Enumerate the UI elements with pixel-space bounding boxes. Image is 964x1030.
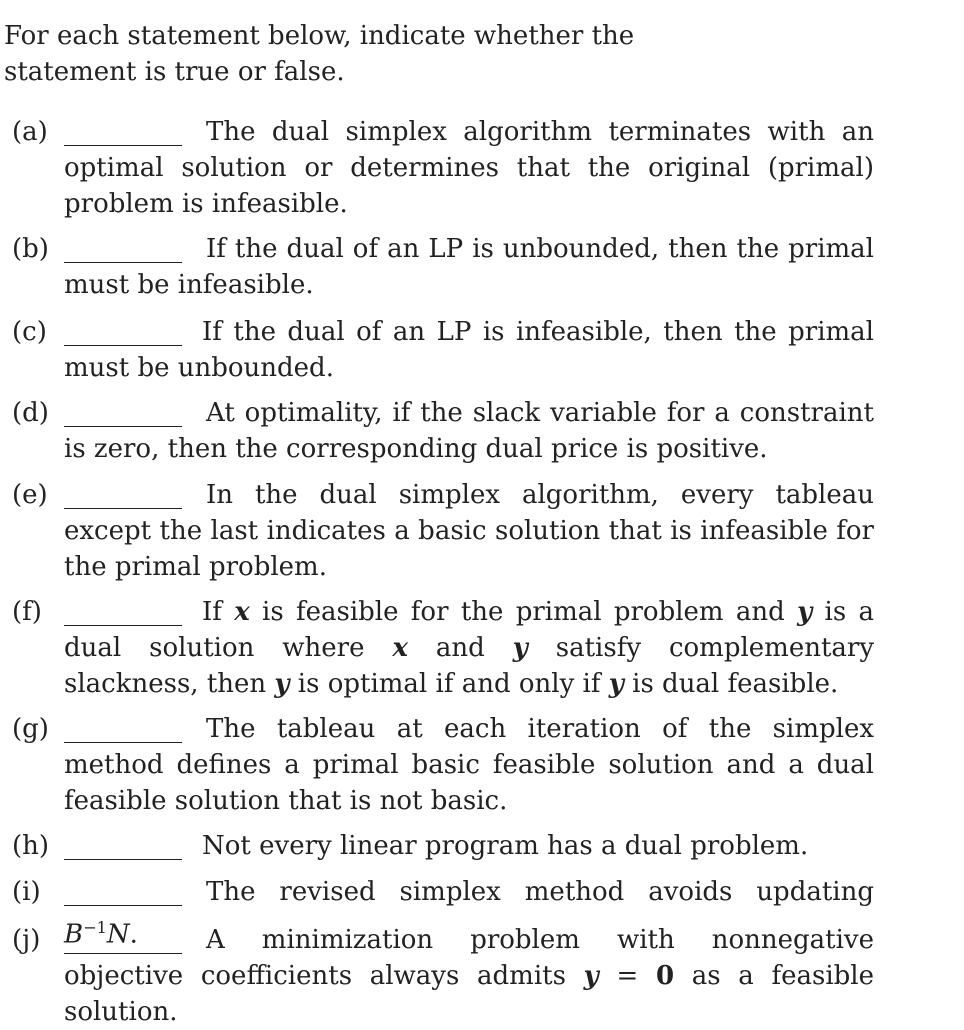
statement-label: (c) (12, 317, 47, 347)
statement-text: The dual simplex algorithm terminates with an optimal solution or determines that the original (primal) problem is infeasible. (64, 117, 874, 219)
answer-blank-j[interactable] (64, 953, 182, 954)
instructions: For each statement below, indicate whether the statement is true or false. (4, 21, 635, 87)
statement-text: If the dual of an LP is infeasible, then the primal must be unbounded. (64, 317, 874, 383)
statement-c (12, 314, 874, 386)
answer-blank-c[interactable] (64, 345, 182, 346)
statement-b (12, 231, 874, 303)
statement-text: In the dual simplex algorithm, every tableau except the last indicates a basic solution that is infeasible for the primal problem. (64, 480, 874, 582)
statement-label: (g) (12, 714, 49, 744)
statement-e (12, 477, 874, 585)
statement-label: (e) (12, 480, 48, 510)
statement-g (12, 711, 874, 819)
statement-f (12, 594, 874, 702)
answer-blank-i[interactable] (64, 905, 182, 906)
answer-blank-h[interactable] (64, 859, 182, 860)
statement-a (12, 114, 874, 222)
statement-text: At optimality, if the slack variable for a constraint is zero, then the corresponding dual price is positive. (64, 398, 874, 464)
answer-blank-e[interactable] (64, 508, 182, 509)
statement-label: (i) (12, 877, 41, 907)
statement-label: (f) (12, 597, 42, 627)
answer-blank-g[interactable] (64, 742, 182, 743)
statement-h (12, 828, 874, 864)
statement-text: The revised simplex method avoids updating $B^{-1}N$. (64, 877, 874, 950)
statement-text: If x is feasible for the primal problem and y is a dual solution where x and y satisfy complementary slackness, then y is optimal if and only if y is dual feasible. (64, 597, 875, 699)
statement-text: Not every linear program has a dual problem. (202, 831, 809, 861)
statement-label: (j) (12, 925, 41, 955)
statement-text: A minimization problem with nonnegative objective coefficients always admits y = 0 as a feasible solution. (64, 925, 874, 1027)
statement-label: (h) (12, 831, 50, 861)
statement-label: (d) (12, 398, 49, 428)
statement-j (12, 922, 874, 1030)
statement-text: If the dual of an LP is unbounded, then the primal must be infeasible. (64, 234, 874, 300)
answer-blank-a[interactable] (64, 145, 182, 146)
statement-label: (b) (12, 234, 49, 264)
statement-d (12, 395, 874, 467)
statement-label: (a) (12, 117, 48, 147)
answer-blank-b[interactable] (64, 262, 182, 263)
statement-text: The tableau at each iteration of the simplex method defines a primal basic feasible solution and a dual feasible solution that is not basic. (64, 714, 874, 816)
answer-blank-d[interactable] (64, 426, 182, 427)
answer-blank-f[interactable] (64, 625, 182, 626)
